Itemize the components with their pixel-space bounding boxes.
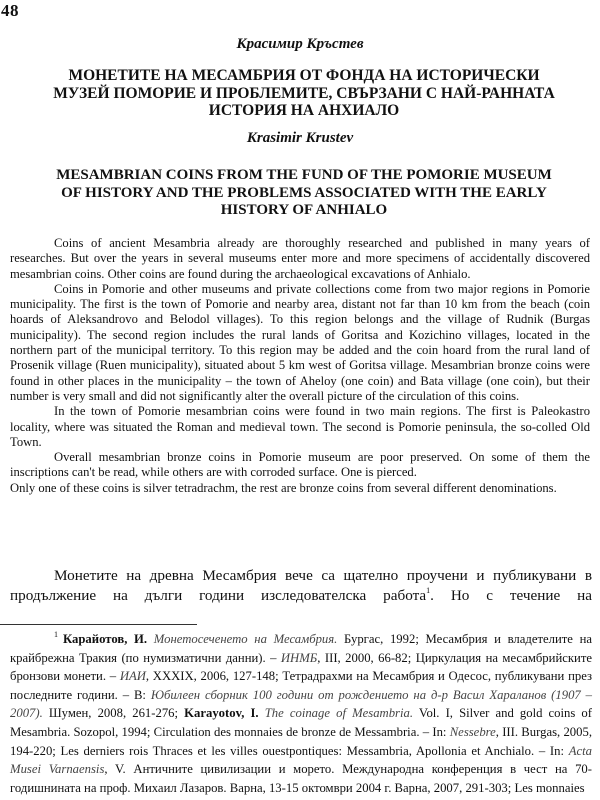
footnote-marker: 1	[54, 630, 58, 639]
footnote-text: Шумен, 2008, 261-276;	[42, 706, 185, 721]
footnote-reference[interactable]: 1	[426, 585, 431, 595]
footnote-author: Карайотов, И.	[63, 632, 148, 646]
author-name-english: Krasimir Krustev	[246, 130, 354, 146]
article-title-bulgarian	[20, 67, 588, 120]
abstract-paragraph: Overall mesambrian bronze coins in Pomorie museum are poor preserved. On some of them the inscriptions can't be read, while others are with corroded surface. One is pierced.	[10, 450, 590, 480]
footnote-italic: Acta Musei Varnaensis	[10, 743, 592, 777]
page-number: 48	[1, 1, 19, 20]
footnote-text: , V. Античните цивилизации и морето. Международна конференция в чест на 70-годишнината на проф. Михаил Лазаров. Варна, 13-15 октомври 2004 г. Варна, 2007, 291-303; Les monnaies	[10, 762, 592, 795]
footnote-text: Vol. I, Silver and gold coins of Mesambria. Sozopol, 1994; Circulation des monnaies de bronze de Messambria. – In:	[10, 706, 593, 739]
title-line: OF HISTORY AND THE PROBLEMS ASSOCIATED WITH THE EARLY	[61, 184, 547, 201]
footnote-separator	[0, 624, 197, 625]
footnote-italic: Nessebre	[449, 724, 496, 739]
footnote-text: , III, 2000, 66-82; Циркулация на месамбрийските бронзови монети. –	[10, 650, 592, 684]
title-line: HISTORY OF ANHIALO	[220, 202, 388, 218]
body-paragraph-text: Монетите на древна Месамбрия вече са щателно проучени и публикувани в продължение на дълги години изследователска работа	[10, 567, 592, 604]
footnote-italic: The coinage of Mesambria.	[258, 706, 414, 721]
title-line: МОНЕТИТЕ НА МЕСАМБРИЯ ОТ ФОНДА НА ИСТОРИЧЕСКИ	[68, 67, 540, 84]
footnote-1	[10, 630, 592, 797]
footnote-italic: Монетосеченето на Месамбрия.	[147, 632, 338, 646]
body-text-bulgarian	[10, 566, 592, 605]
abstract-paragraph: In the town of Pomorie mesambrian coins were found in two main regions. The first is Paleokastro locality, where was situated the Roman and medieval town. The second is Pomorie peninsula, the so-colled Old Town.	[10, 404, 590, 449]
footnote-author: Karayotov, I.	[184, 706, 259, 721]
body-paragraph	[10, 566, 592, 605]
footnote-text: Бургас, 1992; Месамбрия и владетелите на крайбрежна Тракия (по нумизматични данни). –	[10, 632, 593, 665]
footnote-text: , XXXIX, 2006, 127-148; Тетрадрахми на Месамбрия и Одесос, публикувани през последните години. – В:	[10, 669, 593, 702]
footnote-text: , III. Burgas, 2005, 194-220; Les derniers rois Thraces et les villes ouestpontiques: Messambria, Apollonia et Anchialo. – In:	[10, 724, 592, 758]
author-name-bulgarian: Красимир Кръстев	[236, 36, 364, 52]
body-paragraph-tail: . Но с течение на	[430, 586, 593, 604]
footnote-paragraph	[10, 630, 592, 797]
footnote-italic: Юбилеен сборник 100 години от рождението на д-р Васил Хараланов (1907 – 2007).	[10, 687, 593, 721]
footnote-italic: ИНМБ	[280, 650, 318, 665]
article-title-english	[20, 167, 588, 220]
english-abstract	[10, 236, 590, 496]
title-line: MESAMBRIAN COINS FROM THE FUND OF THE POMORIE MUSEUM	[56, 167, 552, 183]
abstract-paragraph: Coins in Pomorie and other museums and private collections come from two major regions in Pomorie municipality. The first is the town of Pomorie and nearby area, distant not far than 10 km from the beach (coin hoards of Aleksandrovo and Belodol villages). To this region belongs and the village of Rudnik (Burgas municipality). The second region includes the rural lands of Goritsa and Kozichino villages, located in the northern part of the municipal territory. To this region may be added and the coin hoard from the rural land of Prosenik village (Ruen municipality), situated about 5 km west of Goritsa village. Mesambrian bronze coins were found in other places in the municipality – the town of Aheloy (one coin) and Bata village (one coin), but their number is very small and did not significantly alter the overall picture of the circulation of this coins.	[10, 281, 590, 403]
title-line: МУЗЕЙ ПОМОРИЕ И ПРОБЛЕМИТЕ, СВЪРЗАНИ С НАЙ-РАННАТА	[53, 84, 555, 102]
title-line: ИСТОРИЯ НА АНХИАЛО	[208, 102, 400, 119]
abstract-paragraph: Coins of ancient Mesambria already are thoroughly researched and published in many years of researches. But over the years in several museums enter more and more specimens of accidentally discovered mesambrian coins. Other coins are found during the archaeological excavations of Anhialo.	[10, 236, 590, 281]
footnote-italic: ИАИ	[119, 669, 146, 684]
abstract-last-line: Only one of these coins is silver tetradrachm, the rest are bronze coins from several different denominations.	[10, 480, 557, 495]
